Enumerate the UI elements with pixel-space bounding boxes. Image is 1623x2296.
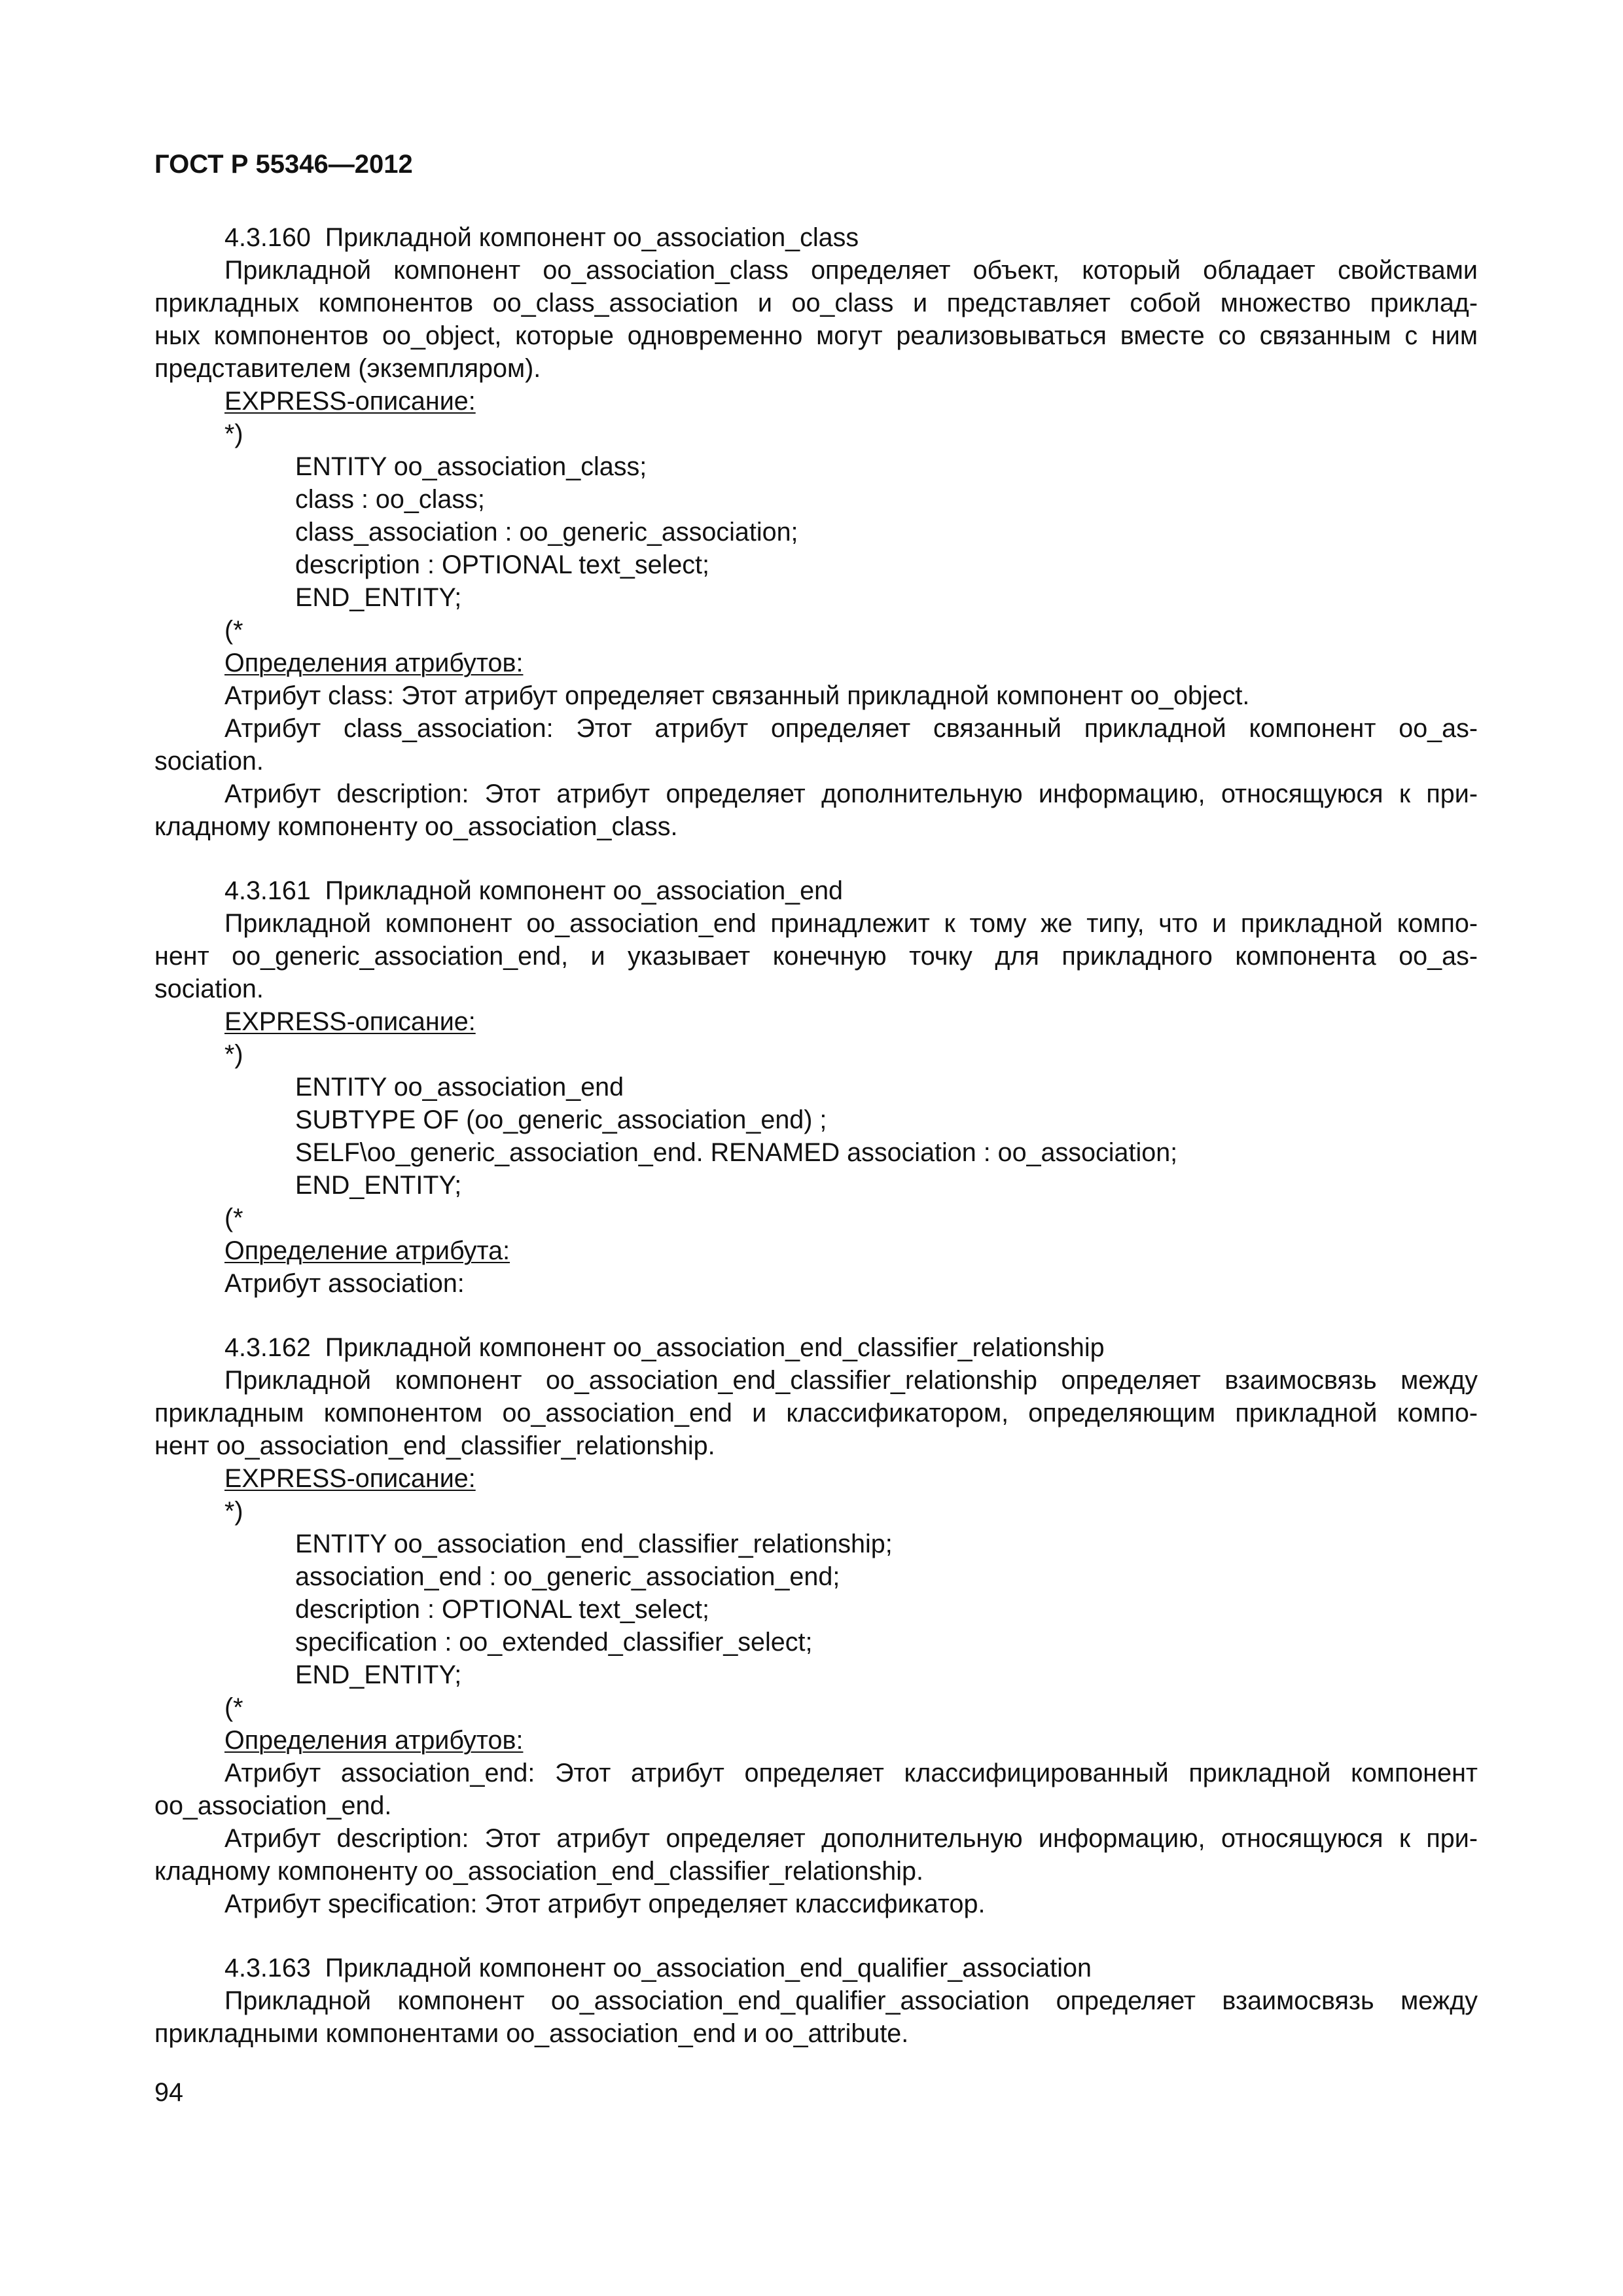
- code-line: END_ENTITY;: [295, 1660, 462, 1689]
- text-line: (*: [224, 1204, 243, 1232]
- section: [154, 874, 1478, 1300]
- text-line: кладному компоненту oo_association_class.: [154, 812, 678, 841]
- code-line: SUBTYPE OF (oo_generic_association_end) ;: [295, 1105, 827, 1134]
- subheading: [154, 1462, 1478, 1495]
- text-line: Атрибут specification: Этот атрибут определяет классификатор.: [224, 1890, 986, 1918]
- code-line: class_association : oo_generic_association;: [295, 518, 798, 547]
- section-heading: 4.3.160 Прикладной компонент oo_association_class: [224, 223, 859, 252]
- text-line: представителем (экземпляром).: [154, 354, 541, 383]
- section-heading: 4.3.163 Прикладной компонент oo_association_end_qualifier_association: [224, 1954, 1092, 1982]
- text-line: *): [224, 1040, 243, 1069]
- document-body: [154, 221, 1478, 2050]
- underlined-label: EXPRESS-описание:: [224, 1464, 476, 1493]
- text-line: sociation.: [154, 975, 264, 1003]
- subheading: [154, 1234, 1478, 1267]
- code-line: SELF\oo_generic_association_end. RENAMED association : oo_association;: [295, 1138, 1178, 1167]
- text-line: прикладных компонентов oo_class_association и oo_class и представляет собой множество приклад-: [154, 289, 1478, 317]
- text-line: Прикладной компонент oo_association_end_classifier_relationship определяет взаимосвязь между: [224, 1366, 1478, 1395]
- section-heading: 4.3.162 Прикладной компонент oo_association_end_classifier_relationship: [224, 1333, 1105, 1362]
- subheading: [154, 1724, 1478, 1757]
- underlined-label: EXPRESS-описание:: [224, 1007, 476, 1036]
- code-line: association_end : oo_generic_association_end;: [295, 1562, 840, 1591]
- section: [154, 1331, 1478, 1920]
- text-line: *): [224, 1497, 243, 1526]
- section: [154, 221, 1478, 843]
- text-line: Атрибут association:: [224, 1269, 465, 1298]
- underlined-label: Определение атрибута:: [224, 1236, 510, 1265]
- section: [154, 1952, 1478, 2050]
- text-line: Прикладной компонент oo_association_end принадлежит к тому же типу, что и прикладной компо-: [224, 909, 1478, 938]
- text-line: Атрибут description: Этот атрибут определяет дополнительную информацию, относящуюся к при-: [224, 1824, 1478, 1853]
- text-line: *): [224, 420, 243, 448]
- text-line: (*: [224, 616, 243, 645]
- text-line: Атрибут class: Этот атрибут определяет связанный прикладной компонент oo_object.: [224, 681, 1250, 710]
- code-line: END_ENTITY;: [295, 1171, 462, 1200]
- text-line: кладному компоненту oo_association_end_classifier_relationship.: [154, 1857, 923, 1886]
- code-line: ENTITY oo_association_class;: [295, 452, 647, 481]
- code-line: END_ENTITY;: [295, 583, 462, 612]
- code-line: ENTITY oo_association_end_classifier_relationship;: [295, 1530, 893, 1558]
- text-line: прикладными компонентами oo_association_end и oo_attribute.: [154, 2019, 909, 2048]
- underlined-label: EXPRESS-описание:: [224, 387, 476, 416]
- text-line: прикладным компонентом oo_association_end и классификатором, определяющим прикладной компо-: [154, 1399, 1478, 1427]
- document-header: ГОСТ Р 55346—2012: [154, 150, 413, 179]
- page-number: 94: [154, 2078, 183, 2107]
- code-line: description : OPTIONAL text_select;: [295, 550, 709, 579]
- text-line: Атрибут class_association: Этот атрибут определяет связанный прикладной компонент oo_as-: [224, 714, 1478, 743]
- subheading: [154, 1005, 1478, 1038]
- text-line: Атрибут association_end: Этот атрибут определяет классифицированный прикладной компонент: [224, 1759, 1478, 1787]
- text-line: oo_association_end.: [154, 1791, 392, 1820]
- underlined-label: Определения атрибутов:: [224, 1726, 524, 1755]
- code-line: class : oo_class;: [295, 485, 485, 514]
- subheading: [154, 647, 1478, 679]
- code-line: description : OPTIONAL text_select;: [295, 1595, 709, 1624]
- text-line: ных компонентов oo_object, которые одновременно могут реализовываться вместе со связанным с ним: [154, 321, 1478, 350]
- code-line: ENTITY oo_association_end: [295, 1073, 624, 1102]
- section-heading: 4.3.161 Прикладной компонент oo_association_end: [224, 876, 844, 905]
- text-line: нент oo_generic_association_end, и указывает конечную точку для прикладного компонента oo_as-: [154, 942, 1478, 971]
- text-line: Прикладной компонент oo_association_end_qualifier_association определяет взаимосвязь между: [224, 1986, 1478, 2015]
- text-line: sociation.: [154, 747, 264, 776]
- text-line: нент oo_association_end_classifier_relationship.: [154, 1431, 715, 1460]
- text-line: Атрибут description: Этот атрибут определяет дополнительную информацию, относящуюся к при-: [224, 780, 1478, 808]
- subheading: [154, 385, 1478, 418]
- text-line: Прикладной компонент oo_association_class определяет объект, который обладает свойствами: [224, 256, 1478, 285]
- underlined-label: Определения атрибутов:: [224, 649, 524, 677]
- code-line: specification : oo_extended_classifier_select;: [295, 1628, 813, 1657]
- text-line: (*: [224, 1693, 243, 1722]
